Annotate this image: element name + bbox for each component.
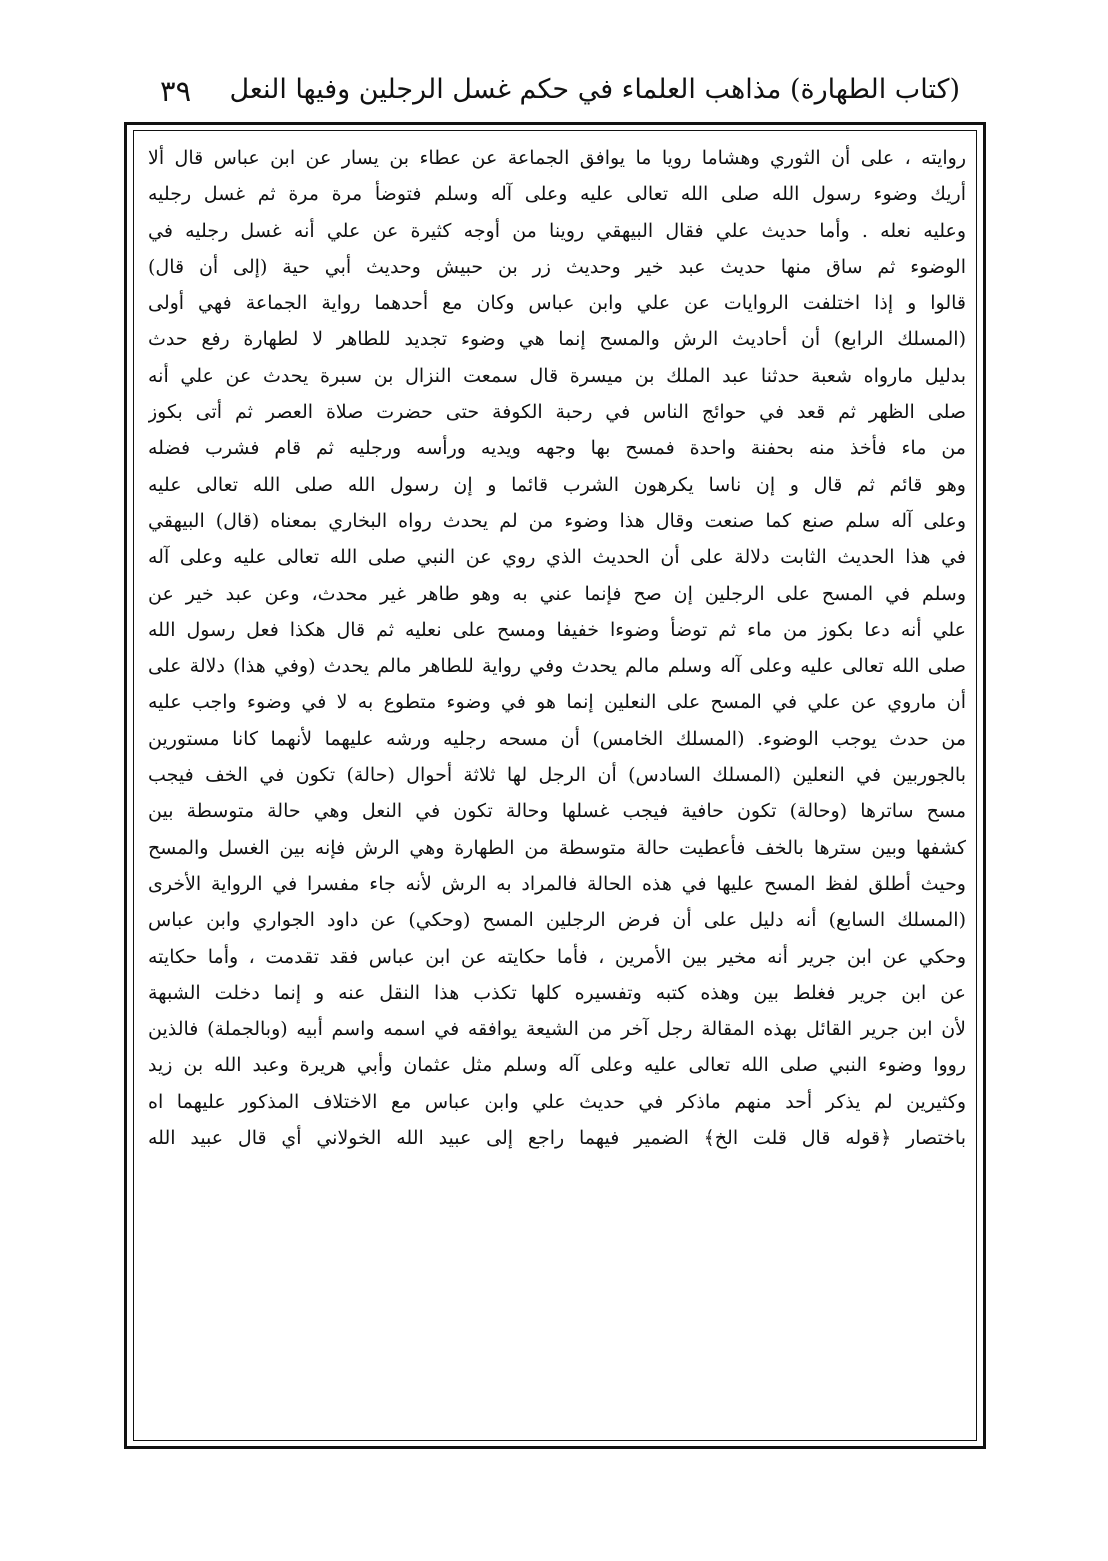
- text-line: روايته ، على أن الثوري وهشاما رويا ما يوافق الجماعة عن عطاء بن يسار عن ابن عباس قال ألا: [148, 147, 966, 169]
- text-line: بدليل مارواه شعبة حدثنا عبد الملك بن ميسرة قال سمعت النزال بن سبرة يحدث عن علي أنه: [148, 364, 966, 387]
- text-line: من حدث يوجب الوضوء. (المسلك الخامس) أن مسحه رجليه ورشه عليهما لأنهما كانا مستورين: [148, 727, 966, 750]
- text-line: رووا وضوء النبي صلى الله تعالى عليه وعلى آله وسلم مثل عثمان وأبي هريرة وعبد الله بن زيد: [148, 1054, 966, 1077]
- text-line: من ماء فأخذ منه بحفنة واحدة فمسح بها وجهه ويديه ورأسه ورجليه ثم قام فشرب فضله: [148, 437, 966, 460]
- text-line: لأن ابن جرير القائل بهذه المقالة رجل آخر من الشيعة يوافقه في اسمه واسم أبيه (وبالجملة) فالذين: [148, 1018, 966, 1041]
- text-line: أريك وضوء رسول الله صلى الله تعالى عليه وعلى آله وسلم فتوضأ مرة مرة ثم غسل رجليه: [148, 183, 966, 206]
- page-header: [150, 68, 960, 116]
- text-line: وكثيرين لم يذكر أحد منهم ماذكر في حديث علي وابن عباس مع الاختلاف المذكور عليهما اه: [148, 1090, 966, 1113]
- text-line: قالوا و إذا اختلفت الروايات عن علي وابن عباس وكان مع أحدهما رواية الجماعة فهي أولى: [148, 292, 966, 315]
- text-line: في هذا الحديث الثابت دلالة على أن الحديث الذي روي عن النبي صلى الله تعالى عليه وعلى آله: [148, 546, 966, 569]
- text-line: وهو قائم ثم قال و إن ناسا يكرهون الشرب قائما و إن رسول الله صلى الله تعالى عليه: [148, 473, 966, 496]
- body-text: [148, 140, 966, 1156]
- text-line: وحيث أطلق لفظ المسح عليها في هذه الحالة فالمراد به الرش لأنه جاء مفسرا في الرواية الأخرى: [148, 872, 966, 895]
- text-line: وحكي عن ابن جرير أنه مخير بين الأمرين ، فأما حكايته عن ابن عباس فقد تقدمت ، وأما حكايته: [148, 945, 966, 968]
- running-title: (كتاب الطهارة) مذاهب العلماء في حكم غسل الرجلين وفيها النعل: [229, 74, 960, 105]
- text-line: مسح ساترها (وحالة) تكون حافية فيجب غسلها وحالة تكون في النعل وهي حالة متوسطة بين: [148, 800, 966, 823]
- text-line: عن ابن جرير فغلط بين وهذه كتبه وتفسيره كلها تكذب هذا النقل عنه و إنما دخلت الشبهة: [148, 981, 966, 1004]
- text-line: صلى الظهر ثم قعد في حوائج الناس في رحبة الكوفة حتى حضرت صلاة العصر ثم أتى بكوز: [148, 401, 966, 424]
- text-line: علي أنه دعا بكوز من ماء ثم توضأ وضوءا خفيفا ومسح على نعليه ثم قال هكذا فعل رسول الله: [148, 618, 966, 641]
- text-line: كشفها وبين سترها بالخف فأعطيت حالة متوسطة من الطهارة وهي الرش فإنه بين الغسل والمسح: [148, 836, 966, 859]
- text-line: صلى الله تعالى عليه وعلى آله وسلم مالم يحدث وفي رواية للطاهر مالم يحدث (وفي هذا) دلالة على: [148, 655, 966, 678]
- text-line: وعلى آله سلم صنع كما صنعت وقال هذا وضوء من لم يحدث رواه البخاري بمعناه (قال) البيهقي: [148, 509, 966, 532]
- text-line: بالجوربين في النعلين (المسلك السادس) أن الرجل لها ثلاثة أحوال (حالة) تكون في الخف فيجب: [148, 764, 966, 787]
- text-line: الوضوء ثم ساق منها حديث عبد خير وحديث زر بن حبيش وحديث أبي حية (إلى أن قال): [148, 255, 966, 278]
- text-line: باختصار ﴿قوله قال قلت الخ﴾ الضمير فيهما راجع إلى عبيد الله الخولاني أي قال عبيد الله: [148, 1127, 966, 1150]
- text-line: وسلم في المسح على الرجلين إن صح فإنما عني به وهو طاهر غير محدث، وعن عبد خير عن: [148, 582, 966, 605]
- text-line: (المسلك الرابع) أن أحاديث الرش والمسح إنما هي وضوء تجديد للطاهر لا لطهارة رفع حدث: [148, 328, 966, 351]
- text-line: (المسلك السابع) أنه دليل على أن فرض الرجلين المسح (وحكي) عن داود الجواري وابن عباس: [148, 909, 966, 932]
- text-line: وعليه نعله . وأما حديث علي فقال البيهقي روينا من أوجه كثيرة عن علي أنه غسل رجليه في: [148, 219, 966, 242]
- page-number: ٣٩: [160, 74, 192, 108]
- text-line: أن ماروي عن علي في المسح على النعلين إنما هو في وضوء متطوع به لا في وضوء واجب عليه: [148, 691, 966, 714]
